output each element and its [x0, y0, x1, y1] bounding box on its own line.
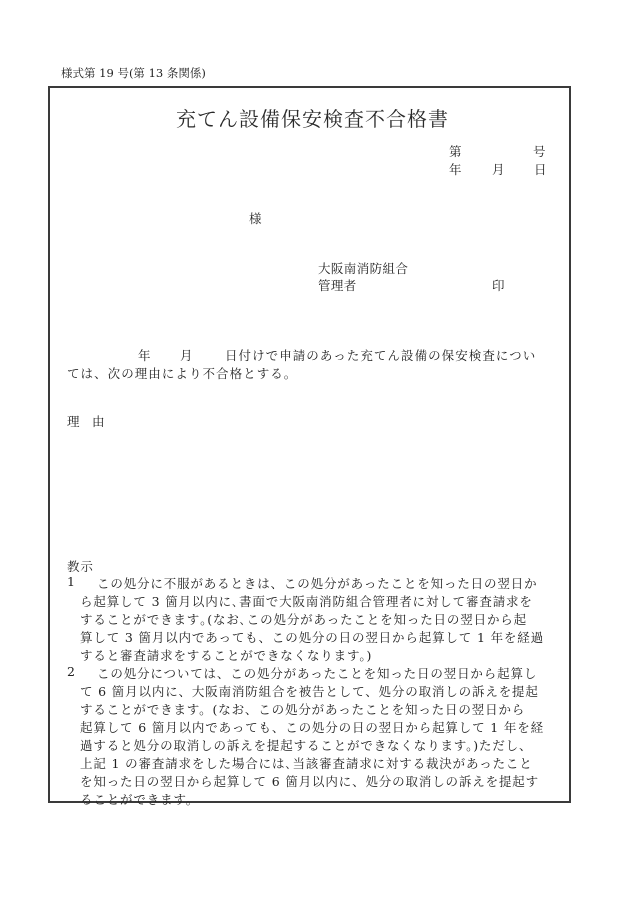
- statement-line-1: 日付けで申請のあった充てん設備の保安検査につい: [225, 348, 537, 363]
- number-prefix: 第: [449, 144, 462, 159]
- seal-mark: 印: [492, 278, 505, 293]
- issuer-organization: 大阪南消防組合: [318, 261, 409, 276]
- notice-item-number: 2: [67, 664, 76, 679]
- notice-item-line: 算して 3 箇月以内であっても、この処分の日の翌日から起算して 1 年を経過: [80, 630, 544, 645]
- statement-month-label: 月: [180, 348, 193, 363]
- notice-item-line: すると審査請求をすることができなくなります。): [80, 648, 373, 663]
- statement-year-label: 年: [138, 348, 151, 363]
- notice-item-line: 起算して 6 箇月以内であっても、この処分の日の翌日から起算して 1 年を経: [80, 720, 544, 735]
- date-year-label: 年: [449, 162, 462, 177]
- notice-item-number: 1: [67, 574, 76, 589]
- notice-item-line: この処分に不服があるときは、この処分があったことを知った日の翌日か: [97, 576, 538, 591]
- date-month-label: 月: [492, 162, 505, 177]
- reason-label: 理 由: [67, 414, 105, 429]
- notice-item-line: 上記 1 の審査請求をした場合には､当該審査請求に対する裁決があったこと: [80, 756, 533, 771]
- notice-item-line: ることができます。: [80, 792, 200, 807]
- notice-item-line: 過すると処分の取消しの訴えを提起することができなくなります。)ただし、: [80, 738, 533, 753]
- notice-item-line: することができます｡(なお､この処分があったことを知った日の翌日から起: [80, 612, 528, 627]
- number-suffix: 号: [533, 144, 546, 159]
- notice-heading: 教示: [67, 559, 94, 574]
- notice-item-line: この処分については、この処分があったことを知った日の翌日から起算し: [97, 666, 538, 681]
- document-title: 充てん設備保安検査不合格書: [176, 107, 449, 131]
- statement-line-2: ては、次の理由により不合格とする。: [67, 366, 298, 381]
- issuer-title: 管理者: [318, 278, 357, 293]
- date-day-label: 日: [534, 162, 547, 177]
- notice-item-line: て 6 箇月以内に、大阪南消防組合を被告として、処分の取消しの訴えを提起: [80, 684, 539, 699]
- notice-item-line: ら起算して 3 箇月以内に､書面で大阪南消防組合管理者に対して審査請求を: [80, 594, 533, 609]
- addressee-suffix: 様: [249, 211, 262, 226]
- notice-item-line: することができます。(なお、この処分があったことを知った日の翌日から: [80, 702, 526, 717]
- form-number-label: 様式第 19 号(第 13 条関係): [61, 66, 206, 80]
- notice-item-line: を知った日の翌日から起算して 6 箇月以内に、処分の取消しの訴えを提起す: [80, 774, 540, 789]
